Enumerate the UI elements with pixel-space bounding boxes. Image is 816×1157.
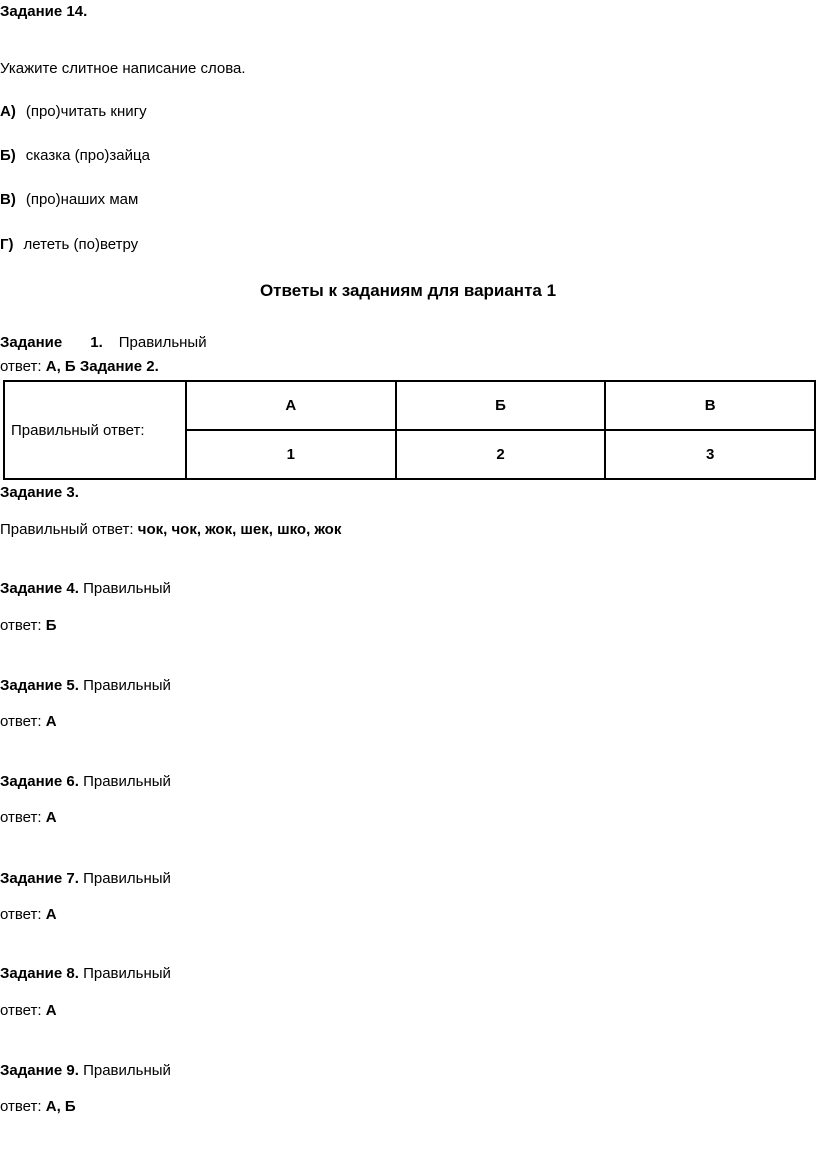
table-value-cell: 3 [605,430,815,479]
task-text: Правильный [83,965,171,982]
task5-line1 [0,677,171,695]
task6-line1 [0,773,171,791]
task-text: Правильный [83,1062,171,1079]
option-letter: А) [0,103,16,120]
task1-answer-prefix: ответ: [0,358,42,375]
task14-instruction: Укажите слитное написание слова. [0,60,246,77]
task1-text: Правильный [118,334,207,351]
table-header-cell: В [605,381,815,430]
option-text: (про)читать книгу [25,103,147,120]
task-prefix: ответ: [0,713,42,730]
option-text: (про)наших мам [25,191,139,208]
task3-label: Задание 3. [0,484,79,501]
option-letter: Г) [0,236,14,253]
table-header-cell: Б [396,381,606,430]
task-label: Задание 4. [0,580,79,597]
task-label: Задание 9. [0,1062,79,1079]
option-g [0,236,138,254]
task4-line1 [0,580,171,598]
task2-label: Задание 2. [79,358,159,375]
task-answer: Б [45,617,57,634]
task-label: Задание 7. [0,870,79,887]
task14-title: Задание 14. [0,3,88,20]
task-text: Правильный [83,580,171,597]
answers-title: Ответы к заданиям для варианта 1 [259,281,557,300]
option-text: сказка (про)зайца [25,147,150,164]
task3-answer: чок, чок, жок, шек, шко, жок [137,521,342,538]
task-prefix: ответ: [0,1098,42,1115]
task3-answer-line [0,521,341,539]
task-text: Правильный [83,773,171,790]
task3-prefix: Правильный ответ: [0,521,134,538]
option-text: лететь (по)ветру [23,236,139,253]
option-letter: Б) [0,147,16,164]
table-header-cell: А [186,381,396,430]
task-answer: А [45,906,57,923]
table-value-cell: 2 [396,430,606,479]
option-b [0,147,150,165]
option-a [0,103,147,121]
task-prefix: ответ: [0,617,42,634]
task1-line1 [0,334,207,352]
task8-line1 [0,965,171,983]
task6-line2 [0,809,57,827]
task-label: Задание 8. [0,965,79,982]
task-prefix: ответ: [0,906,42,923]
task7-line2 [0,906,57,924]
task-answer: А [45,713,57,730]
table-value-cell: 1 [186,430,396,479]
task1-line2 [0,358,159,376]
task-prefix: ответ: [0,1002,42,1019]
task5-line2 [0,713,57,731]
task-answer: А [45,1002,57,1019]
task-prefix: ответ: [0,809,42,826]
option-letter: В) [0,191,16,208]
task1-label: Задание [0,334,63,351]
task1-answer: А, Б [45,358,76,375]
table-row-label: Правильный ответ: [4,381,186,479]
task2-answer-table [3,380,816,480]
task-label: Задание 6. [0,773,79,790]
task7-line1 [0,870,171,888]
task1-num: 1. [90,334,103,351]
task-label: Задание 5. [0,677,79,694]
task4-line2 [0,617,57,635]
task9-line2 [0,1098,76,1116]
task8-line2 [0,1002,57,1020]
task-text: Правильный [83,870,171,887]
option-v [0,191,138,209]
task9-line1 [0,1062,171,1080]
task-text: Правильный [83,677,171,694]
task-answer: А, Б [45,1098,76,1115]
task-answer: А [45,809,57,826]
